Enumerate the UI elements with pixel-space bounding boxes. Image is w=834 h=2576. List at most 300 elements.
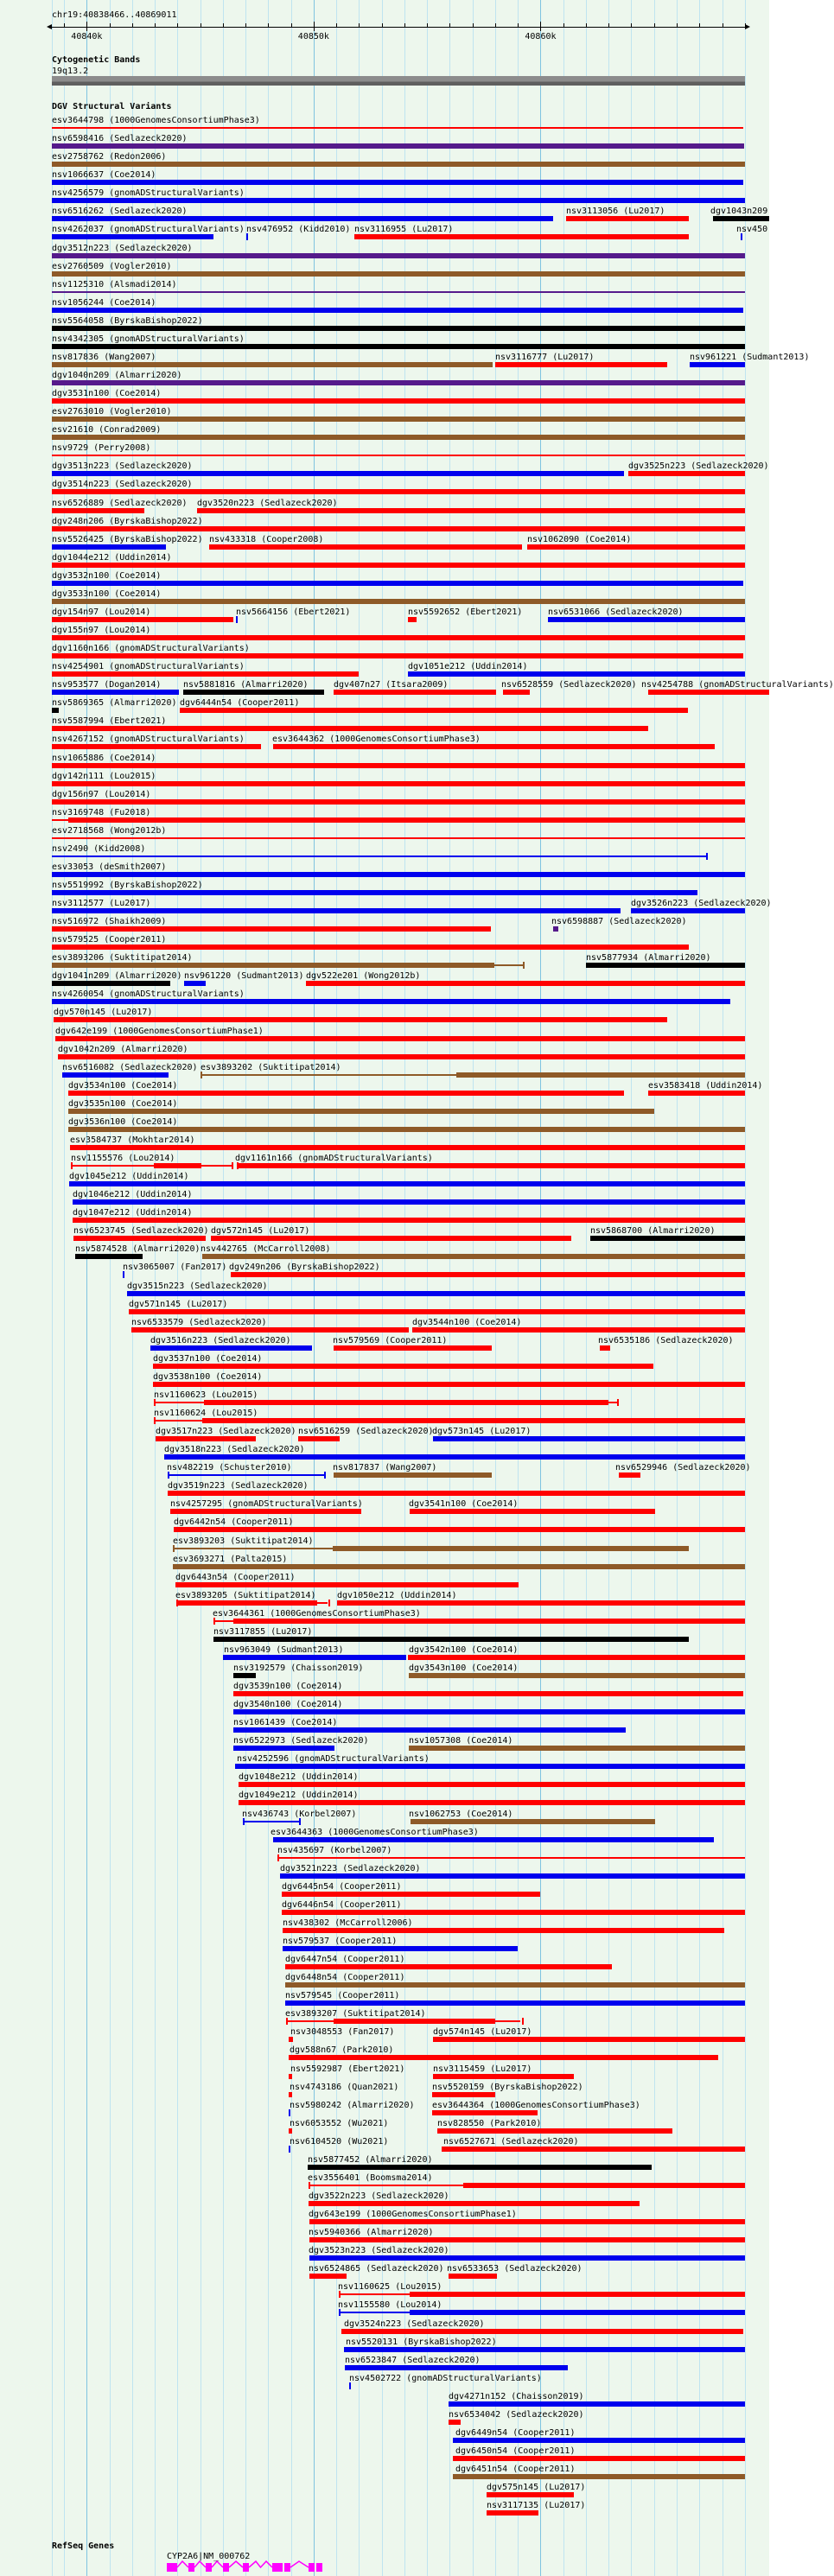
variant-bar[interactable] — [153, 1364, 653, 1369]
variant-bar[interactable] — [648, 1091, 745, 1096]
ruler-tick-minor — [110, 23, 111, 28]
variant-bar[interactable] — [286, 2020, 334, 2022]
variant-label: nsv5980242 (Almarri2020) — [290, 2100, 415, 2110]
variant-bar[interactable] — [344, 2347, 745, 2352]
variant-bar[interactable] — [339, 2312, 410, 2313]
ruler-tick-minor — [64, 23, 65, 28]
variant-bar[interactable] — [168, 1491, 745, 1496]
variant-bar[interactable] — [590, 1236, 745, 1241]
variant-label: esv3644798 (1000GenomesConsortiumPhase3) — [52, 116, 260, 125]
variant-bar[interactable] — [201, 1165, 232, 1167]
variant-bar[interactable] — [73, 1199, 745, 1205]
variant-bar[interactable] — [442, 2147, 745, 2152]
variant-label: dgv3512n223 (Sedlazeck2020) — [52, 243, 193, 253]
variant-label: dgv3538n100 (Coe2014) — [153, 1371, 263, 1382]
cytoband-bar[interactable] — [52, 76, 745, 86]
variant-bar[interactable] — [495, 2020, 520, 2022]
variant-bar[interactable] — [289, 2109, 290, 2116]
variant-bar[interactable] — [52, 489, 745, 494]
variant-bar[interactable] — [341, 2329, 743, 2334]
variant-label: nsv6528559 (Sedlazeck2020) — [501, 680, 637, 690]
gene-intron-zigzag — [177, 2561, 188, 2567]
ruler-tick-label: 40840k — [71, 32, 103, 41]
variant-bar[interactable] — [453, 2438, 745, 2443]
gene-glyph[interactable] — [0, 2560, 769, 2574]
gene-exon[interactable] — [284, 2563, 290, 2572]
variant-bar[interactable] — [282, 1892, 540, 1897]
variant-bar[interactable] — [349, 2382, 351, 2389]
variant-bar[interactable] — [52, 708, 59, 713]
variant-bar[interactable] — [277, 1857, 745, 1859]
variant-bar[interactable] — [337, 1600, 745, 1606]
variant-bar[interactable] — [334, 1345, 492, 1351]
gridline-major — [314, 0, 315, 2576]
variant-label: dgv3532n100 (Coe2014) — [52, 570, 162, 581]
variant-label: dgv3516n223 (Sedlazeck2020) — [150, 1335, 291, 1345]
variant-bar[interactable] — [548, 617, 745, 622]
variant-bar[interactable] — [69, 1181, 745, 1186]
variant-bar[interactable] — [283, 1946, 518, 1951]
variant-bar[interactable] — [177, 1600, 317, 1606]
variant-bar[interactable] — [52, 544, 166, 550]
variant-label: nsv6523847 (Sedlazeck2020) — [345, 2355, 481, 2365]
variant-bar[interactable] — [52, 435, 745, 440]
variant-bar[interactable] — [170, 1509, 361, 1514]
variant-bar[interactable] — [129, 1309, 745, 1314]
variant-label: dgv1051e212 (Uddin2014) — [408, 662, 528, 672]
variant-bar[interactable] — [334, 690, 496, 695]
variant-bar[interactable] — [52, 127, 743, 129]
variant-label: nsv6516259 (Sedlazeck2020) — [298, 1427, 434, 1436]
variant-bar[interactable] — [52, 763, 745, 768]
variant-bar[interactable] — [408, 671, 745, 677]
variant-bar[interactable] — [449, 2274, 497, 2279]
variant-bar[interactable] — [153, 1382, 745, 1387]
variant-bar[interactable] — [52, 271, 745, 277]
variant-bar[interactable] — [273, 1837, 714, 1842]
variant-bar[interactable] — [52, 837, 745, 839]
variant-bar[interactable] — [52, 908, 621, 913]
variant-bar[interactable] — [52, 526, 745, 531]
variant-bar[interactable] — [52, 308, 743, 313]
variant-bar[interactable] — [233, 1619, 745, 1624]
variant-label: nsv579569 (Cooper2011) — [333, 1335, 448, 1345]
variant-label: nsv5587994 (Ebert2021) — [52, 716, 167, 727]
variant-bar[interactable] — [299, 1818, 301, 1825]
variant-bar[interactable] — [690, 362, 745, 367]
variant-bar[interactable] — [309, 2274, 347, 2279]
variant-bar[interactable] — [68, 1091, 624, 1096]
variant-bar[interactable] — [309, 2185, 463, 2186]
ruler-tick-minor — [245, 23, 246, 28]
variant-bar[interactable] — [283, 1928, 724, 1933]
variant-bar[interactable] — [164, 1454, 745, 1460]
variant-bar[interactable] — [339, 2293, 410, 2295]
variant-label: nsv5520131 (ByrskaBishop2022) — [346, 2337, 497, 2347]
variant-bar[interactable] — [628, 471, 745, 476]
variant-bar[interactable] — [150, 1345, 312, 1351]
variant-bar[interactable] — [52, 617, 233, 622]
variant-bar[interactable] — [741, 233, 742, 240]
variant-bar[interactable] — [233, 1727, 626, 1733]
variant-bar[interactable] — [52, 926, 491, 932]
variant-bar[interactable] — [202, 1418, 745, 1423]
variant-bar[interactable] — [168, 1474, 324, 1476]
variant-bar[interactable] — [432, 2110, 538, 2115]
variant-bar[interactable] — [289, 2146, 290, 2153]
variant-bar[interactable] — [285, 1982, 745, 1988]
variant-label: dgv1045e212 (Uddin2014) — [69, 1172, 189, 1182]
variant-bar[interactable] — [52, 981, 170, 986]
variant-bar[interactable] — [235, 1764, 745, 1769]
variant-label: nsv433318 (Cooper2008) — [209, 534, 324, 544]
variant-bar[interactable] — [617, 1399, 619, 1406]
variant-bar[interactable] — [52, 726, 648, 731]
variant-label: nsv579537 (Cooper2011) — [283, 1937, 398, 1946]
variant-label: dgv3514n223 (Sedlazeck2020) — [52, 480, 193, 490]
variant-bar[interactable] — [631, 908, 745, 913]
variant-bar[interactable] — [154, 1163, 201, 1168]
variant-label: esv3893202 (Suktitipat2014) — [201, 1062, 341, 1072]
variant-bar[interactable] — [285, 2000, 745, 2006]
variant-label: dgv6444n54 (Cooper2011) — [180, 698, 300, 709]
variant-bar[interactable] — [410, 2310, 745, 2315]
variant-bar[interactable] — [433, 1436, 745, 1441]
variant-bar[interactable] — [619, 1472, 640, 1478]
gene-exon[interactable] — [188, 2563, 194, 2572]
variant-bar[interactable] — [52, 599, 745, 604]
ruler-line — [52, 27, 745, 28]
variant-bar[interactable] — [328, 1600, 330, 1606]
variant-bar[interactable] — [456, 1072, 745, 1078]
variant-bar[interactable] — [289, 2128, 292, 2134]
variant-bar[interactable] — [156, 1436, 256, 1441]
variant-bar[interactable] — [52, 362, 493, 367]
variant-bar[interactable] — [309, 2219, 745, 2224]
variant-bar[interactable] — [334, 2019, 495, 2024]
variant-bar[interactable] — [52, 326, 745, 331]
variant-bar[interactable] — [487, 2492, 574, 2497]
variant-bar[interactable] — [453, 2456, 745, 2461]
variant-bar[interactable] — [246, 233, 248, 240]
variant-bar[interactable] — [411, 1819, 655, 1824]
variant-bar[interactable] — [648, 690, 769, 695]
variant-bar[interactable] — [273, 744, 715, 749]
variant-bar[interactable] — [213, 1637, 689, 1642]
ruler-tick-minor — [132, 23, 133, 28]
variant-label: nsv1057308 (Coe2014) — [409, 1736, 513, 1746]
variant-label: dgv575n145 (Lu2017) — [487, 2483, 586, 2493]
variant-bar[interactable] — [527, 544, 745, 550]
variant-bar[interactable] — [62, 1072, 169, 1078]
variant-bar[interactable] — [52, 234, 213, 239]
variant-bar[interactable] — [243, 1821, 299, 1822]
variant-label: nsv1160623 (Lou2015) — [154, 1390, 258, 1400]
variant-label: dgv588n67 (Park2010) — [290, 2045, 394, 2056]
gridline-minor — [518, 0, 519, 2576]
gene-exon[interactable] — [316, 2563, 322, 2572]
variant-bar[interactable] — [52, 872, 745, 877]
variant-label: dgv4271n152 (Chaisson2019) — [449, 2391, 584, 2401]
variant-bar[interactable] — [52, 344, 745, 349]
gridline-minor — [359, 0, 360, 2576]
variant-label: nsv4342305 (gnomADStructuralVariants) — [52, 334, 245, 344]
variant-bar[interactable] — [453, 2474, 745, 2479]
variant-bar[interactable] — [127, 1291, 745, 1296]
variant-bar[interactable] — [433, 2074, 574, 2079]
variant-bar[interactable] — [236, 616, 238, 623]
variant-label: dgv6445n54 (Cooper2011) — [282, 1881, 402, 1892]
variant-label: nsv5592652 (Ebert2021) — [408, 607, 523, 617]
variant-bar[interactable] — [324, 1472, 326, 1479]
variant-label: nsv3112577 (Lu2017) — [52, 899, 151, 908]
variant-bar[interactable] — [52, 455, 745, 456]
variant-bar[interactable] — [608, 1402, 617, 1403]
variant-label: nsv5940366 (Almarri2020) — [309, 2228, 434, 2238]
variant-bar[interactable] — [408, 1655, 745, 1660]
variant-label: nsv4743186 (Quan2021) — [290, 2082, 399, 2092]
variant-bar[interactable] — [52, 799, 745, 805]
variant-bar[interactable] — [223, 1655, 406, 1660]
variant-bar[interactable] — [309, 2201, 640, 2206]
variant-bar[interactable] — [202, 1254, 745, 1259]
variant-bar[interactable] — [52, 291, 745, 293]
variant-bar[interactable] — [73, 1236, 206, 1241]
variant-bar[interactable] — [317, 1602, 328, 1604]
variant-label: dgv6450n54 (Cooper2011) — [455, 2446, 576, 2456]
variant-bar[interactable] — [410, 2292, 745, 2297]
variant-bar[interactable] — [55, 1036, 745, 1041]
variant-bar[interactable] — [68, 817, 745, 823]
variant-bar[interactable] — [522, 2018, 524, 2025]
variant-bar[interactable] — [289, 2092, 292, 2097]
variant-bar[interactable] — [237, 1163, 745, 1168]
variant-bar[interactable] — [52, 690, 179, 695]
variant-bar[interactable] — [71, 1165, 154, 1167]
variant-bar[interactable] — [52, 162, 745, 167]
variant-bar[interactable] — [52, 398, 745, 404]
variant-bar[interactable] — [184, 981, 206, 986]
variant-bar[interactable] — [280, 1873, 745, 1879]
variant-bar[interactable] — [412, 1327, 745, 1333]
variant-bar[interactable] — [131, 1327, 409, 1333]
variant-bar[interactable] — [233, 1709, 745, 1714]
gridline-minor — [382, 0, 383, 2576]
gene-exon[interactable] — [206, 2563, 212, 2572]
variant-bar[interactable] — [285, 1964, 612, 1969]
gene-exon[interactable] — [243, 2563, 249, 2572]
variant-bar[interactable] — [52, 471, 624, 476]
variant-bar[interactable] — [70, 1145, 745, 1150]
variant-bar[interactable] — [239, 1782, 745, 1787]
variant-bar[interactable] — [197, 508, 745, 513]
variant-bar[interactable] — [463, 2183, 745, 2188]
variant-bar[interactable] — [68, 1127, 745, 1132]
variant-bar[interactable] — [345, 2365, 568, 2370]
variant-bar[interactable] — [289, 2074, 292, 2079]
variant-bar[interactable] — [173, 1564, 745, 1569]
variant-bar[interactable] — [52, 581, 743, 586]
variant-bar[interactable] — [180, 708, 688, 713]
variant-bar[interactable] — [52, 253, 745, 258]
variant-bar[interactable] — [495, 362, 667, 367]
variant-label: dgv1046e212 (Uddin2014) — [73, 1190, 193, 1200]
variant-bar[interactable] — [52, 999, 730, 1004]
variant-bar[interactable] — [282, 1910, 745, 1915]
variant-bar[interactable] — [68, 1109, 654, 1114]
variant-bar[interactable] — [175, 1582, 519, 1587]
variant-bar[interactable] — [232, 1162, 233, 1169]
variant-bar[interactable] — [449, 2420, 461, 2425]
variant-bar[interactable] — [298, 1436, 340, 1441]
variant-bar[interactable] — [409, 1673, 745, 1678]
variant-bar[interactable] — [52, 198, 745, 203]
variant-bar[interactable] — [433, 2037, 745, 2042]
variant-bar[interactable] — [432, 2092, 495, 2097]
variant-label: nsv6598887 (Sedlazeck2020) — [551, 917, 687, 927]
variant-bar[interactable] — [449, 2401, 745, 2407]
variant-bar[interactable] — [73, 1218, 745, 1223]
variant-bar[interactable] — [52, 819, 68, 821]
variant-bar[interactable] — [75, 1254, 143, 1259]
variant-label: nsv579525 (Cooper2011) — [52, 935, 167, 945]
variant-label: dgv156n97 (Lou2014) — [52, 789, 151, 799]
variant-bar[interactable] — [52, 855, 706, 857]
variant-label: dgv574n145 (Lu2017) — [433, 2027, 532, 2038]
variant-bar[interactable] — [289, 2037, 293, 2042]
variant-label: nsv5874528 (Almarri2020) — [75, 1244, 201, 1255]
variant-label: dgv3535n100 (Coe2014) — [68, 1098, 178, 1109]
gene-exon[interactable] — [223, 2563, 229, 2572]
variant-label: nsv5869365 (Almarri2020) — [52, 698, 177, 709]
variant-label: nsv2490 (Kidd2008) — [52, 843, 146, 854]
variant-bar[interactable] — [410, 1509, 655, 1514]
variant-label: dgv3515n223 (Sedlazeck2020) — [127, 1281, 268, 1291]
variant-label: esv3644363 (1000GenomesConsortiumPhase3) — [271, 1827, 479, 1837]
variant-bar[interactable] — [52, 744, 261, 749]
variant-bar[interactable] — [309, 2237, 745, 2242]
variant-bar[interactable] — [173, 1548, 333, 1549]
variant-label: dgv3518n223 (Sedlazeck2020) — [164, 1445, 305, 1455]
variant-bar[interactable] — [52, 671, 359, 677]
variant-label: nsv6053552 (Wu2021) — [290, 2118, 389, 2128]
variant-bar[interactable] — [503, 690, 530, 695]
variant-bar[interactable] — [706, 853, 708, 860]
variant-bar[interactable] — [309, 2255, 745, 2261]
variant-bar[interactable] — [154, 1402, 204, 1403]
variant-bar[interactable] — [713, 216, 769, 221]
variant-label: nsv3048553 (Fan2017) — [290, 2027, 395, 2038]
variant-bar[interactable] — [233, 1691, 743, 1696]
variant-bar[interactable] — [209, 544, 522, 550]
variant-bar[interactable] — [52, 963, 494, 968]
gridline-minor — [291, 0, 292, 2576]
ruler-tick-minor — [427, 23, 428, 28]
variant-bar[interactable] — [52, 945, 689, 950]
variant-bar[interactable] — [154, 1420, 202, 1422]
variant-bar[interactable] — [201, 1074, 456, 1076]
variant-bar[interactable] — [231, 1272, 745, 1277]
variant-label: nsv963049 (Sudmant2013) — [224, 1644, 344, 1655]
variant-bar[interactable] — [553, 926, 558, 932]
variant-bar[interactable] — [52, 417, 745, 422]
dgv-section-title: DGV Structural Variants — [52, 102, 172, 111]
variant-label: esv3583418 (Uddin2014) — [648, 1080, 763, 1091]
variant-label: dgv571n145 (Lu2017) — [129, 1299, 228, 1309]
variant-bar[interactable] — [52, 563, 745, 568]
gridline-minor — [654, 0, 655, 2576]
cytoband-name: 19q13.2 — [52, 67, 89, 76]
variant-bar[interactable] — [233, 1746, 334, 1751]
variant-label: nsv6535186 (Sedlazeck2020) — [598, 1335, 734, 1345]
variant-bar[interactable] — [239, 1800, 745, 1805]
variant-bar[interactable] — [437, 2128, 672, 2134]
variant-bar[interactable] — [52, 508, 144, 513]
variant-bar[interactable] — [354, 234, 689, 239]
variant-bar[interactable] — [523, 962, 525, 969]
variant-bar[interactable] — [58, 1054, 745, 1059]
variant-bar[interactable] — [408, 617, 417, 622]
variant-label: esv3644364 (1000GenomesConsortiumPhase3) — [432, 2100, 640, 2110]
variant-label: nsv4254901 (gnomADStructuralVariants) — [52, 662, 245, 672]
variant-bar[interactable] — [233, 1673, 256, 1678]
variant-bar[interactable] — [52, 890, 697, 895]
variant-bar[interactable] — [204, 1400, 608, 1405]
variant-bar[interactable] — [52, 180, 743, 185]
variant-bar[interactable] — [289, 2055, 718, 2060]
variant-label: nsv1155580 (Lou2014) — [338, 2300, 442, 2311]
variant-label: nsv4502722 (gnomADStructuralVariants) — [349, 2373, 542, 2383]
gridline-minor — [563, 0, 564, 2576]
variant-bar[interactable] — [333, 1546, 689, 1551]
variant-bar[interactable] — [52, 781, 745, 786]
variant-label: nsv5592987 (Ebert2021) — [290, 2064, 405, 2074]
variant-label: nsv6516082 (Sedlazeck2020) — [62, 1062, 198, 1072]
variant-bar[interactable] — [409, 1746, 745, 1751]
variant-bar[interactable] — [494, 964, 523, 966]
ruler-tick-minor — [677, 23, 678, 28]
variant-label: dgv1040n209 (Almarri2020) — [52, 371, 182, 380]
variant-bar[interactable] — [54, 1017, 667, 1022]
gene-exon[interactable] — [272, 2563, 283, 2572]
variant-bar[interactable] — [308, 2165, 652, 2170]
variant-bar[interactable] — [586, 963, 745, 968]
variant-bar[interactable] — [487, 2510, 538, 2516]
variant-bar[interactable] — [52, 653, 743, 658]
variant-bar[interactable] — [566, 216, 689, 221]
variant-bar[interactable] — [52, 380, 745, 385]
variant-label: dgv248n206 (ByrskaBishop2022) — [52, 516, 203, 526]
variant-label: nsv3169748 (Fu2018) — [52, 807, 151, 817]
variant-label: dgv1050e212 (Uddin2014) — [337, 1590, 457, 1600]
variant-label: nsv6104520 (Wu2021) — [290, 2136, 389, 2147]
gene-exon[interactable] — [309, 2563, 315, 2572]
variant-bar[interactable] — [334, 1472, 492, 1478]
ruler-tick-minor — [631, 23, 632, 28]
variant-bar[interactable] — [600, 1345, 610, 1351]
variant-bar[interactable] — [123, 1271, 124, 1278]
variant-bar[interactable] — [52, 143, 744, 149]
variant-bar[interactable] — [211, 1236, 571, 1241]
variant-bar[interactable] — [183, 690, 324, 695]
gene-exon[interactable] — [167, 2563, 177, 2572]
variant-bar[interactable] — [174, 1527, 745, 1532]
variant-bar[interactable] — [306, 981, 745, 986]
variant-bar[interactable] — [52, 216, 553, 221]
variant-bar[interactable] — [213, 1620, 233, 1622]
variant-bar[interactable] — [52, 635, 745, 640]
variant-label: nsv953577 (Dogan2014) — [52, 680, 162, 690]
